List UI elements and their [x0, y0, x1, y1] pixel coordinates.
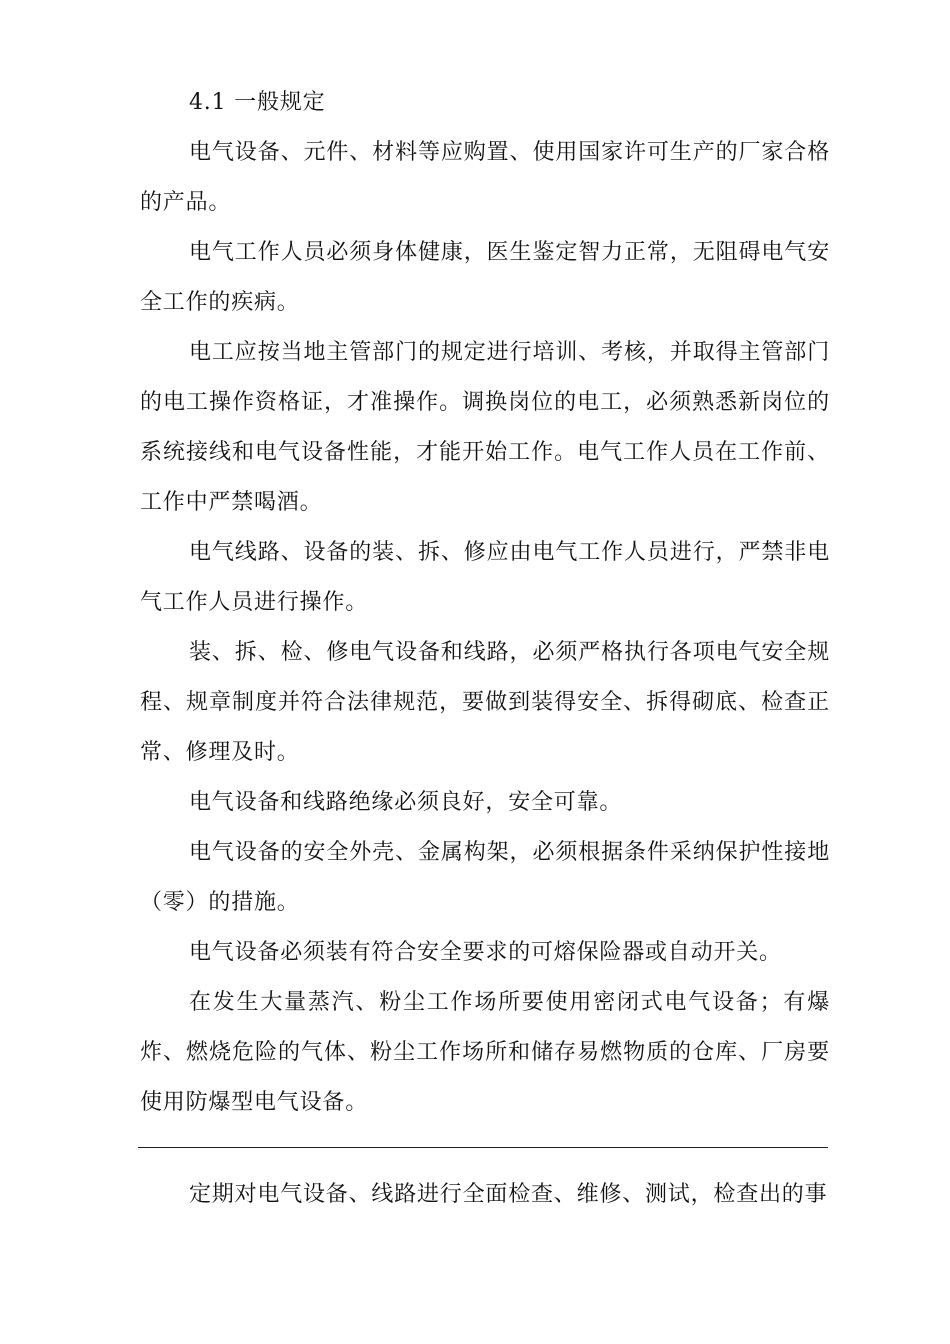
paragraph-installation: 电气线路、设备的装、拆、修应由电气工作人员进行，严禁非电气工作人员进行操作。 — [140, 540, 830, 615]
paragraph-inspection: 定期对电气设备、线路进行全面检查、维修、测试，检查出的事 — [189, 1182, 828, 1207]
paragraph-health: 电气工作人员必须身体健康，医生鉴定智力正常，无阻碍电气安全工作的疾病。 — [140, 240, 830, 315]
paragraph-explosion-proof: 在发生大量蒸汽、粉尘工作场所要使用密闭式电气设备；有爆炸、燃烧危险的气体、粉尘工作场所和储存易燃物质的仓库、厂房要使用防爆型电气设备。 — [140, 990, 830, 1115]
paragraph-insulation: 电气设备和线路绝缘必须良好，安全可靠。 — [189, 790, 623, 815]
body-text — [140, 128, 830, 1128]
paragraph-grounding: 电气设备的安全外壳、金属构架，必须根据条件采纳保护性接地（零）的措施。 — [140, 840, 830, 915]
paragraph-products: 电气设备、元件、材料等应购置、使用国家许可生产的厂家合格的产品。 — [140, 140, 830, 215]
paragraph-fuses: 电气设备必须装有符合安全要求的可熔保险器或自动开关。 — [189, 940, 782, 965]
paragraph-regulations: 装、拆、检、修电气设备和线路，必须严格执行各项电气安全规程、规章制度并符合法律规范，要做到装得安全、拆得砌底、检查正常、修理及时。 — [140, 640, 830, 765]
page-divider — [138, 1147, 828, 1148]
section-heading: 4.1 一般规定 — [189, 90, 326, 115]
continued-text — [140, 1170, 830, 1220]
paragraph-training: 电工应按当地主管部门的规定进行培训、考核，并取得主管部门的电工操作资格证，才准操作。调换岗位的电工，必须熟悉新岗位的系统接线和电气设备性能，才能开始工作。电气工作人员在工作前、工作中严禁喝酒。 — [140, 340, 830, 515]
